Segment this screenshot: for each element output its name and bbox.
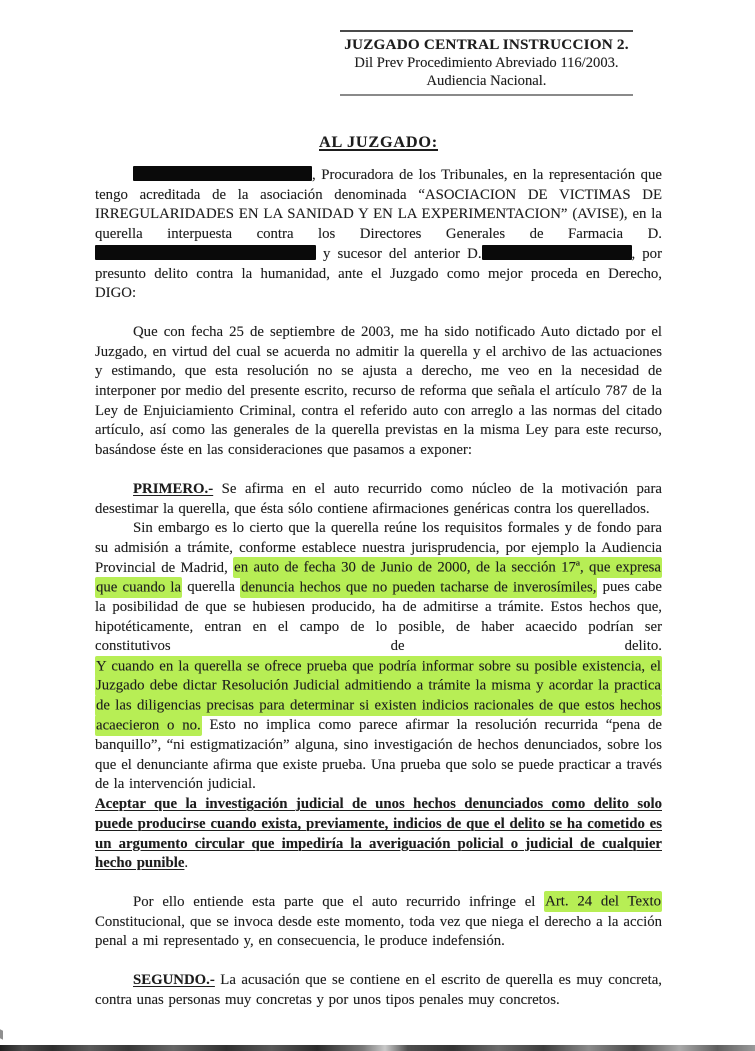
text-run: La acusación que se contiene en el escrito de querella es muy concreta, contra unas personas muy concretas y por unos tipos penales muy concretos. bbox=[95, 972, 662, 1008]
paragraph bbox=[95, 657, 662, 795]
court-jurisdiction: Audiencia Nacional. bbox=[426, 73, 547, 89]
text-run: Se afirma en el auto recurrido como núcleo de la motivación para desestimar la querella, que ésta sólo contiene afirmaciones genéricas contra los querellados. bbox=[95, 480, 662, 517]
text-run: Esto no implica como parece afirmar la resolución recurrida “pena de banquillo”, “ni estigmatización” alguna, sino investigación de hechos denunciados, sobre los que el denunciante afirma que existe prueba. Una prueba que solo se puede practicar a través de la intervención judicial. bbox=[95, 717, 662, 793]
text-run: PRIMERO.- bbox=[133, 480, 214, 497]
text-run: y sucesor del anterior D. bbox=[316, 245, 482, 262]
text-run: SEGUNDO.- bbox=[133, 972, 215, 989]
highlighted-text: Y cuando en la querella se ofrece prueba que podría informar sobre su posible existencia, el Juzgado debe dictar Resolución Judicial admitiendo a trámite la misma y acordar la practica de las diligencias precisas para determinar si existen indicios racionales de que estos hechos acaecieron o no. bbox=[95, 656, 662, 736]
case-reference: Dil Prev Procedimiento Abreviado 116/2003. bbox=[354, 55, 619, 71]
document-title: AL JUZGADO: bbox=[319, 133, 438, 151]
highlighted-text: Art. 24 del Texto bbox=[544, 891, 662, 912]
scan-artifact-bottom-edge bbox=[0, 1045, 755, 1051]
text-run: pues cabe la posibilidad de que se hubiesen producido, ha de admitirse a trámite. Estos hechos que, hipotéticamente, entran en el campo de lo posible, de haber acaecido podrían ser constitutivos de delito. bbox=[95, 579, 662, 655]
paragraph bbox=[95, 893, 662, 952]
text-run: , por presunto delito contra la humanidad, ante el Juzgado como mejor proceda en Derecho, DIGO: bbox=[95, 245, 662, 302]
paragraph bbox=[95, 166, 662, 304]
redaction-bar bbox=[95, 245, 316, 260]
highlighted-text: en auto de fecha 30 de Junio de 2000, de la sección 17ª, que expresa que cuando la bbox=[95, 557, 662, 598]
highlighted-text: denuncia hechos que no pueden tacharse de inverosímiles, bbox=[240, 577, 597, 598]
paragraph bbox=[95, 795, 662, 874]
text-run: . bbox=[184, 855, 189, 872]
text-run: Que con fecha 25 de septiembre de 2003, me ha sido notificado Auto dictado por el Juzgado, en virtud del cual se acuerda no admitir la querella y el archivo de las actuaciones y estimando, que esta resolución no se ajusta a derecho, me veo en la necesidad de interponer por medio del presente escrito, recurso de reforma que señala el artículo 787 de la Ley de Enjuiciamiento Criminal, contra el referido auto con arreglo a las normas del citado artículo, así como las generales de la querella previstas en la misma Ley para este recurso, basándose éste en las consideraciones que pasamos a exponer: bbox=[95, 323, 662, 459]
text-run: Aceptar que la investigación judicial de unos hechos denunciados como delito solo puede producirse cuando exista, previamente, indicios de que el delito se ha cometido es un argumento circular que impediría la averiguación policial o judicial de cualquier hecho punible bbox=[95, 796, 662, 872]
court-stamp-box bbox=[340, 30, 633, 96]
text-run: Sin embargo es lo cierto que la querella reúne los requisitos formales y de fondo para su admisión a trámite, conforme establece nuestra jurisprudencia, por ejemplo la Audiencia Provincial de Madrid, bbox=[95, 520, 662, 576]
scan-artifact-corner bbox=[0, 1029, 3, 1039]
paragraph bbox=[95, 323, 662, 461]
redaction-bar bbox=[482, 245, 632, 260]
paragraph bbox=[95, 971, 662, 1010]
text-run: , Procuradora de los Tribunales, en la representación que tengo acreditada de la asociación denominada “ASOCIACION DE VICTIMAS DE IRREGULARIDADES EN LA SANIDAD Y EN LA EXPERIMENTACION” (AVISE), en la querella interpuesta contra los Directores Generales de Farmacia D. bbox=[95, 167, 662, 243]
paragraph bbox=[95, 519, 662, 657]
text-run: Por ello entiende esta parte que el auto recurrido infringe el bbox=[133, 893, 545, 910]
redaction-bar bbox=[133, 166, 312, 181]
paragraph bbox=[95, 480, 662, 519]
text-run: querella bbox=[182, 579, 241, 596]
court-name: JUZGADO CENTRAL INSTRUCCION 2. bbox=[344, 36, 629, 53]
document-body bbox=[95, 166, 662, 1010]
text-run: Constitucional, que se invoca desde este momento, toda vez que niega el derecho a la acción penal a mi representado y, en consecuencia, le produce indefensión. bbox=[95, 913, 662, 950]
